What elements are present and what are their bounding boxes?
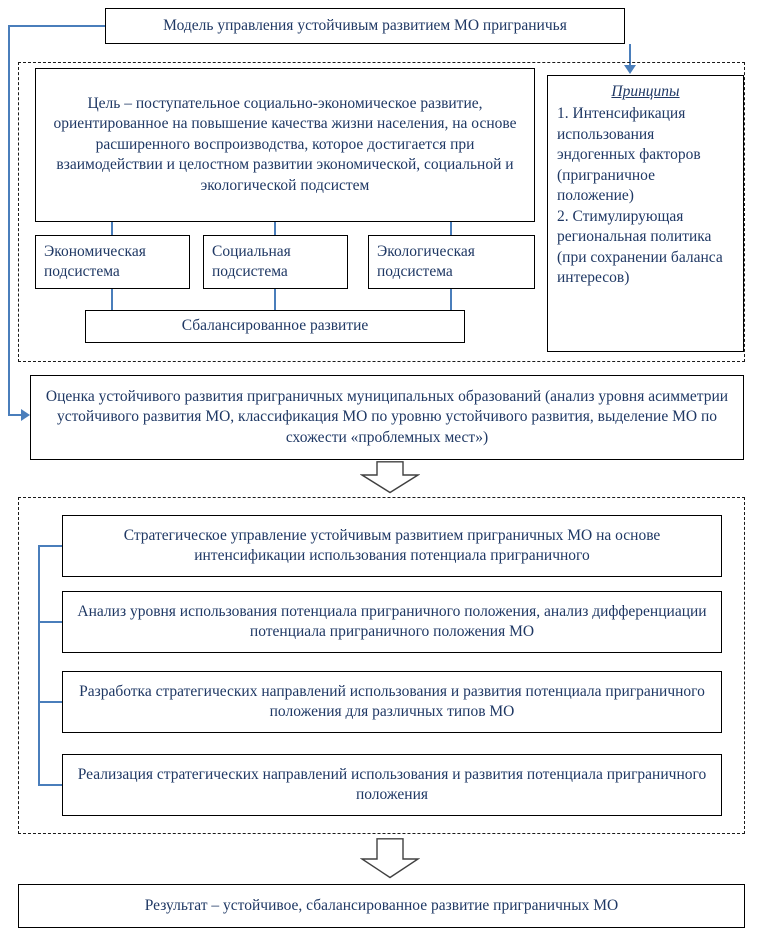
result-text: Результат – устойчивое, сбалансированное развитие приграничных МО (144, 896, 619, 914)
strategy-step-text: Разработка стратегических направлений использования и развития потенциала приграничного положения для различных типов МО (79, 682, 705, 720)
subsystem-social-label: Социальная подсистема (212, 242, 291, 280)
arrow-right-icon (21, 409, 30, 421)
principles-box (547, 75, 744, 352)
strategy-step-text: Реализация стратегических направлений использования и развития потенциала приграничного положения (77, 765, 707, 803)
strategy-step-text: Стратегическое управление устойчивым развитием приграничных МО на основе интенсификации использования потенциала приграничного (123, 526, 661, 564)
subsystem-social-box (203, 235, 348, 289)
assessment-box (30, 375, 744, 460)
strategy-bracket-stub-4 (38, 784, 62, 786)
goal-box (35, 68, 535, 222)
connector-left-horizontal-top (8, 25, 105, 27)
connector-ecological-balanced (450, 289, 452, 310)
title-text: Модель управления устойчивым развитием МО приграничья (163, 16, 567, 34)
connector-left-horizontal-bottom (8, 414, 21, 416)
strategy-step-box (62, 671, 722, 733)
connector-goal-ecological (450, 222, 452, 235)
subsystem-economic-box (35, 235, 190, 289)
subsystem-economic-label: Экономическая подсистема (44, 242, 146, 280)
strategy-bracket-stub-3 (38, 701, 62, 703)
connector-social-balanced (274, 289, 276, 310)
goal-text: Цель – поступательное социально-экономическое развитие, ориентированное на повышение качества жизни населения, на основе расширенного воспроизводства, которое достигается при взаимодействии и целостном развитии экономической, социальной и экологической подсистем (53, 94, 517, 194)
subsystem-ecological-box (368, 235, 535, 289)
balanced-development-box (85, 310, 465, 343)
strategy-step-box (62, 754, 722, 816)
connector-goal-social (274, 222, 276, 235)
principles-title: Принципы (611, 83, 680, 100)
block-arrow-down-icon (360, 838, 420, 879)
subsystem-ecological-label: Экологическая подсистема (377, 242, 475, 280)
assessment-text: Оценка устойчивого развития приграничных муниципальных образований (анализ уровня асимметрии устойчивого развития МО, классификация МО по уровню устойчивого развития, выделение МО по схожести «проблемных мест») (45, 387, 729, 446)
strategy-step-box (62, 591, 722, 653)
strategy-step-box (62, 515, 722, 577)
strategy-step-text: Анализ уровня использования потенциала приграничного положения, анализ дифференциации потенциала приграничного положения МО (77, 602, 707, 640)
strategy-bracket-vertical (38, 545, 40, 786)
principles-item: 1. Интенсификация использования эндогенных факторов (приграничное положение) (557, 105, 701, 205)
connector-left-vertical (8, 25, 10, 416)
strategy-bracket-stub-2 (38, 621, 62, 623)
strategy-bracket-stub-1 (38, 545, 62, 547)
connector-economic-balanced (111, 289, 113, 310)
connector-goal-economic (111, 222, 113, 235)
title-box (105, 8, 625, 44)
result-box (18, 884, 745, 928)
balanced-development-label: Сбалансированное развитие (181, 317, 369, 335)
principles-item: 2. Стимулирующая региональная политика (при сохранении баланса интересов) (557, 207, 723, 287)
block-arrow-down-icon (360, 461, 420, 494)
